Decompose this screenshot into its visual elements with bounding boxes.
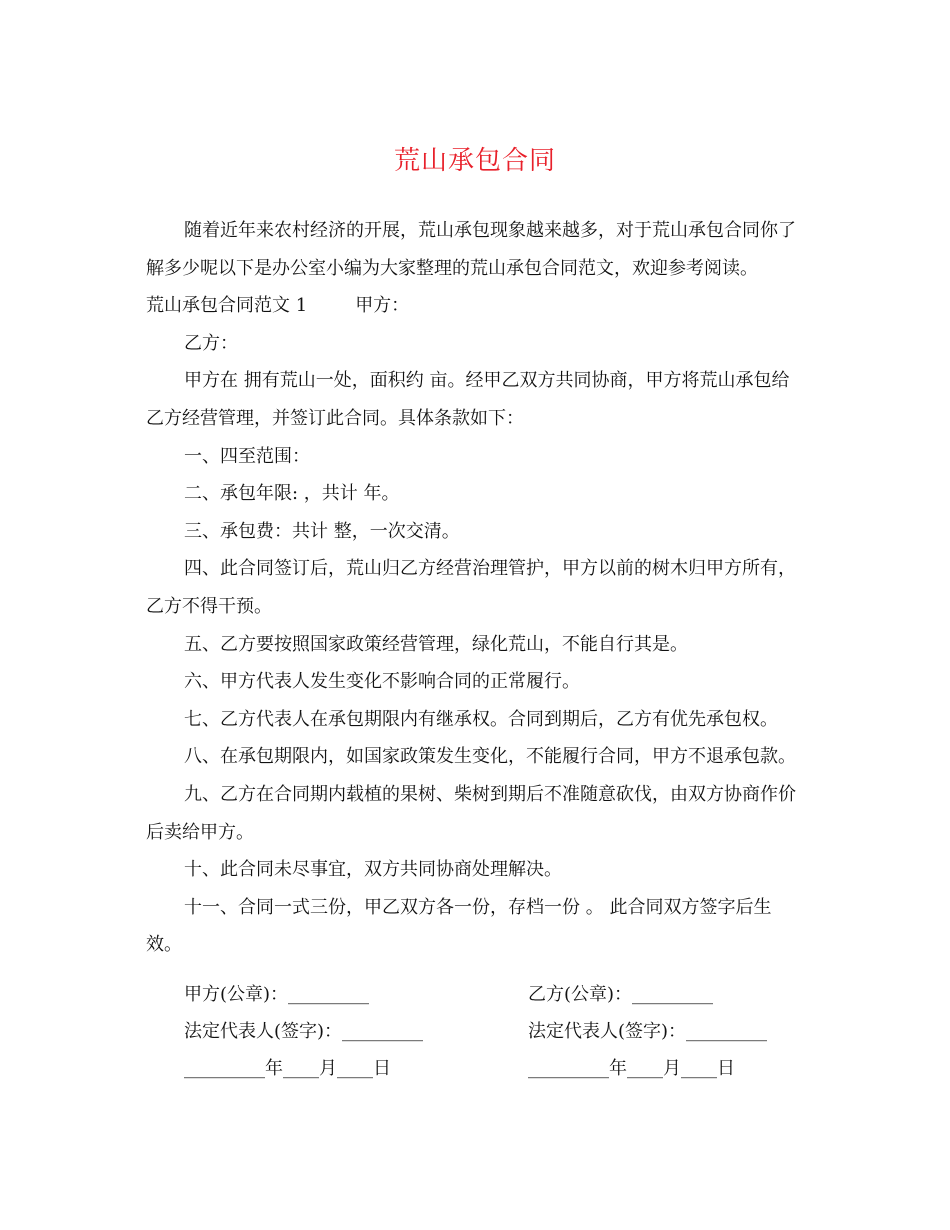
clause-6: 六、甲方代表人发生变化不影响合同的正常履行。 [184,671,580,693]
party-a-rep-line: 法定代表人(签字)：_________ [184,1021,424,1042]
clause-1: 一、四至范围： [184,445,310,467]
preamble-paragraph: 甲方在 拥有荒山一处，面积约 亩。经甲乙双方共同协商，甲方将荒山承包给乙方经营管理，并签订此合同。具体条款如下： [146,370,790,429]
clause-11: 十一、合同一式三份，甲乙双方各一份，存档一份 。 此合同双方签字后生效。 [146,896,772,956]
party-b-seal-line: 乙方(公章)：_________ [528,984,714,1005]
document-title: 荒山承包合同 [393,146,556,176]
party-b-label: 乙方： [184,332,238,354]
sample-heading-line [146,287,806,325]
clause-3: 三、承包费：共计 整，一次交清。 [184,520,460,542]
clause-5: 五、乙方要按照国家政策经营管理，绿化荒山，不能自行其是。 [184,633,688,655]
party-b-rep-line: 法定代表人(签字)：_________ [528,1021,768,1042]
clause-4: 四、此合同签订后，荒山归乙方经营治理管护，甲方以前的树木归甲方所有，乙方不得干预。 [146,558,796,617]
clause-7: 七、乙方代表人在承包期限内有继承权。合同到期后，乙方有优先承包权。 [184,708,778,730]
party-a-date-line: _________年____月____日 [184,1058,391,1079]
party-a-seal-line: 甲方(公章)：_________ [184,984,370,1005]
clause-9: 九、乙方在合同期内载植的果树、柴树到期后不准随意砍伐，由双方协商作价后卖给甲方。 [146,783,796,843]
sample-label: 荒山承包合同范文 1 [146,295,308,317]
document-body [146,212,806,964]
party-b-date-line: _________年____月____日 [528,1058,735,1079]
intro-paragraph: 随着近年来农村经济的开展，荒山承包现象越来越多，对于荒山承包合同你了解多少呢以下是办公室小编为大家整理的荒山承包合同范文，欢迎参考阅读。 [146,220,796,279]
clause-2: 二、承包年限: ，共计 年。 [184,483,400,505]
clause-10: 十、此合同未尽事宜，双方共同协商处理解决。 [184,859,562,881]
clause-8: 八、在承包期限内，如国家政策发生变化，不能履行合同，甲方不退承包款。 [184,746,796,768]
party-a-label: 甲方： [355,295,410,317]
